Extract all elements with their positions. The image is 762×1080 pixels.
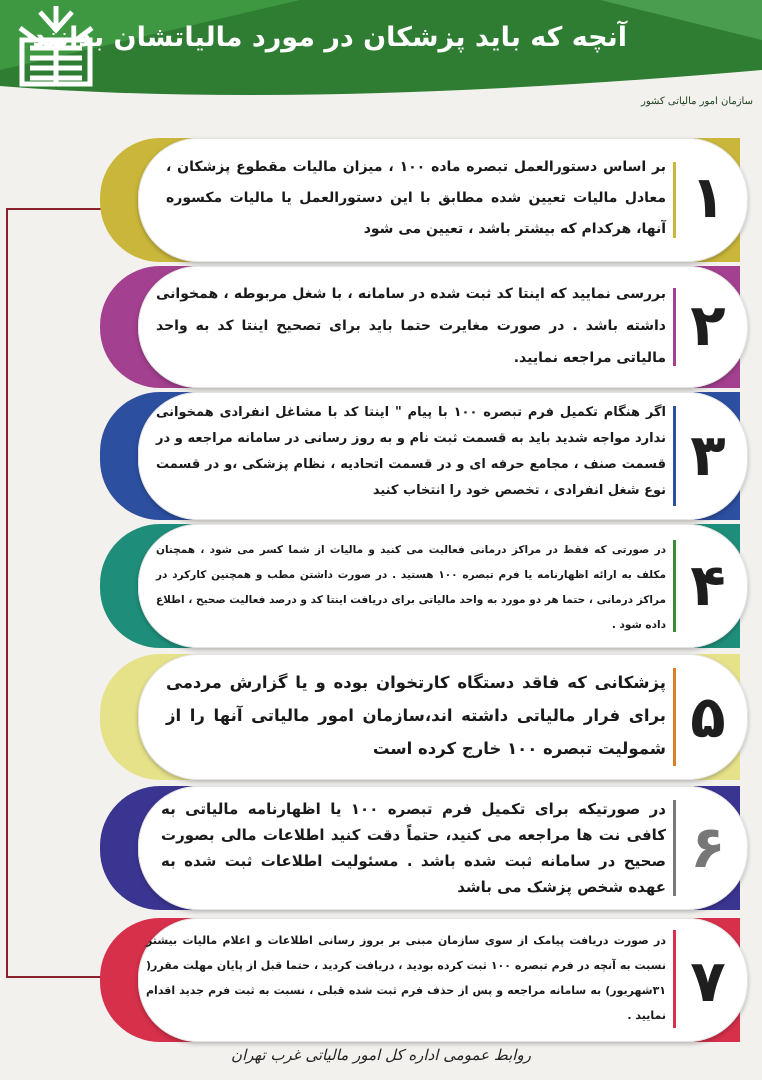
item-text: در صورتیکه برای تکمیل فرم تبصره ۱۰۰ یا اظهارنامه مالیاتی به کافی نت ها مراجعه می کنید، حتماً دقت کنید اطلاعات مالی بصورت صحیح در سامانه ثبت شده باشد . مسئولیت اطلاعات ثبت شده به عهده شخص پزشک می باشد xyxy=(161,800,667,896)
list-item-2 xyxy=(100,266,748,388)
list-item-1 xyxy=(100,138,748,262)
list-item-6 xyxy=(100,786,748,910)
item-number: ۴ xyxy=(690,551,726,619)
item-number: ۳ xyxy=(690,421,726,489)
item-number: ۷ xyxy=(690,947,726,1015)
item-number: ۶ xyxy=(690,813,726,881)
item-text: بر اساس دستورالعمل تبصره ماده ۱۰۰ ، میزان مالیات مقطوع پزشکان ، معادل مالیات تعیین شده مطابق با این دستورالعمل یا مالیات مکسوره آنها، هرکدام که بیشتر باشد ، تعیین می شود xyxy=(166,159,667,237)
tax-organization-logo-icon xyxy=(0,0,112,104)
accent-bar xyxy=(673,288,676,366)
accent-bar xyxy=(673,668,676,766)
item-text: اگر هنگام تکمیل فرم تبصره ۱۰۰ با پیام " اینتا کد با مشاغل انفرادی همخوانی ندارد مواجه شدید باید به قسمت ثبت نام و به روز رسانی در سامانه مراجعه و در قسمت صنف ، مجامع حرفه ای و در قسمت اتحادیه ، نظام پزشکی ،و در قسمت نوع شغل انفرادی ، تخصص خود را انتخاب کنید xyxy=(156,405,666,498)
item-number: ۲ xyxy=(690,291,726,359)
item-text: بررسی نمایید که اینتا کد ثبت شده در سامانه ، با شغل مربوطه ، همخوانی داشته باشد . در صورت مغایرت حتما باید برای تصحیح اینتا کد به واحد مالیاتی مراجعه نمایید. xyxy=(156,286,666,366)
item-text: در صورت دریافت پیامک از سوی سازمان مبنی بر بروز رسانی اطلاعات و اعلام مالیات بیشتر نسبت به آنچه در فرم تبصره ۱۰۰ ثبت کرده بودید ، دریافت کردید ، حتما قبل از پایان مهلت مقرر( ۳۱شهریور) به سامانه مراجعه و پس از حذف فرم ثبت شده قبلی ، نسبت به ثبت فرم جدید اقدام نمایید . xyxy=(146,934,666,1022)
list-item-7 xyxy=(100,918,748,1042)
list-item-3 xyxy=(100,392,748,520)
accent-bar xyxy=(673,930,676,1028)
item-text: در صورتی که فقط در مراکز درمانی فعالیت می کنید و مالیات از شما کسر می شود ، همچنان مکلف به ارائه اظهارنامه یا فرم تبصره ۱۰۰ هستید . در صورت داشتن مطب و همچنین کارکرد در مراکز درمانی ، حتما هر دو مورد به واحد مالیاتی برای دریافت اینتا کد و درصد فعالیت صحیح ، اطلاع داده شود . xyxy=(156,544,666,631)
footer-signature: روابط عمومی اداره کل امور مالیاتی غرب تهران xyxy=(231,1046,531,1064)
list-item-5 xyxy=(100,654,748,780)
accent-bar xyxy=(673,540,676,632)
list-item-4 xyxy=(100,524,748,648)
header-banner xyxy=(0,0,762,118)
accent-bar xyxy=(673,406,676,506)
item-number: ۵ xyxy=(690,683,726,751)
accent-bar xyxy=(673,800,676,896)
item-number: ۱ xyxy=(690,163,726,231)
item-text: پزشکانی که فاقد دستگاه کارتخوان بوده و یا گزارش مردمی برای فرار مالیاتی داشته اند،سازمان امور مالیاتی آنها را از شمولیت تبصره ۱۰۰ خارج کرده است xyxy=(166,673,666,758)
logo-caption: سازمان امور مالیاتی کشور xyxy=(641,96,753,107)
accent-bar xyxy=(673,162,676,238)
page-title: آنچه که باید پزشکان در مورد مالیاتشان بدانند xyxy=(32,22,627,53)
